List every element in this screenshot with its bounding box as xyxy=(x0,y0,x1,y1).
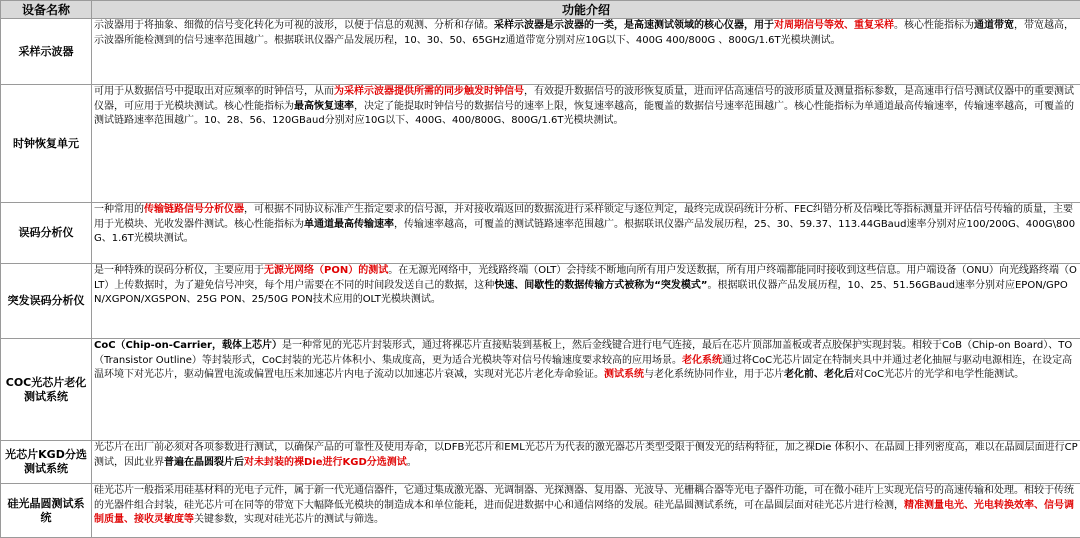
bold-text: 单通道最高传输速率 xyxy=(304,219,394,230)
highlight-text: 无源光网络（PON）的测试 xyxy=(264,265,388,276)
body-text: ，带宽越高，示波器所能检测到的信号速率范围越广。根据联讯仪器产品发展历程，10、30、50、65GHz通道带宽分别对应10G以下、400G 400/800G 、800G/1.6T光模块测试。 xyxy=(94,20,1074,46)
highlight-text: 精准测量电光、光电转换效率、信号调制质量、接收灵敏度等 xyxy=(94,500,1074,526)
bold-text: 老化前、老化后 xyxy=(784,369,854,380)
function-desc-cell xyxy=(92,264,1080,339)
body-text: 。 xyxy=(407,457,417,468)
highlight-text: 对未封装的裸Die进行KGD分选测试 xyxy=(244,457,407,468)
body-text: 关键参数，实现对硅光芯片的测试与筛选。 xyxy=(194,514,384,525)
body-text: ，决定了能提取时钟信号的数据信号的速率上限，恢复速率越高，能覆盖的数据信号速率范围越广。核心性能指标为单通道最高传输速率，传输速率越高，可覆盖的测试链路速率范围越广。10、28、56、120GBaud分别对应10G以下、400G、400/800G、800G/1.6T光模块测试。 xyxy=(94,101,1074,127)
table-row xyxy=(1,441,1080,484)
highlight-text: 测试系统 xyxy=(604,369,644,380)
body-text: 。在无源光网络中，光线路终端（OLT）会持续不断地向所有用户发送数据，所有用户终端都能同时接收到这些信息。用户端设备（ONU）向光线路终端（OLT）上传数据时，为了避免信号冲突，每个用户需要在不同的时间段发送自己的数据，这种 xyxy=(94,265,1077,291)
highlight-text: 为采样示波器提供所需的同步触发时钟信号 xyxy=(334,86,524,97)
device-name-cell: COC光芯片老化测试系统 xyxy=(1,339,92,441)
body-text: ，有效提升数据信号的波形恢复质量，进而评估高速信号的波形质量及测量指标参数，是高速串行信号测试仪器中的重要测试仪器，可应用于光模块测试。核心性能指标为 xyxy=(94,86,1074,112)
device-name-cell: 采样示波器 xyxy=(1,19,92,85)
highlight-text: 传输链路信号分析仪器 xyxy=(144,204,244,215)
body-text: 。根据联讯仪器产品发展历程，10、25、51.56GBaud速率分别对应EPON/GPON/XGPON/XGSPON、25G PON、25/50G PON技术应用的OLT光模块测试。 xyxy=(94,280,1068,306)
function-desc-cell xyxy=(92,441,1080,484)
bold-text: 通道带宽 xyxy=(974,20,1014,31)
body-text: 与老化系统协同作业，用于芯片 xyxy=(644,369,784,380)
table-row xyxy=(1,339,1080,441)
device-name-cell: 突发误码分析仪 xyxy=(1,264,92,339)
table-row xyxy=(1,264,1080,339)
body-text: 示波器用于将抽象、细微的信号变化转化为可视的波形，以便于信息的观测、分析和存储。 xyxy=(94,20,494,31)
bold-text: 快速、间歇性的数据传输方式被称为“突发模式” xyxy=(494,280,707,291)
body-text: 是一种特殊的误码分析仪，主要应用于 xyxy=(94,265,264,276)
body-text: 。核心性能指标为 xyxy=(894,20,974,31)
highlight-text: 老化系统 xyxy=(682,355,722,366)
function-desc-cell xyxy=(92,19,1080,85)
function-desc-cell xyxy=(92,339,1080,441)
table-row xyxy=(1,203,1080,264)
body-text: 硅光芯片一般指采用硅基材料的光电子元件，属于新一代光通信器件，它通过集成激光器、光调制器、光探测器、复用器、光波导、光栅耦合器等光电子器件功能，可在微小硅片上实现光信号的高速传输和处理。相较于传统的光器件组合封装，硅光芯片可在同等的带宽下大幅降低光模块的制造成本和单位能耗，进而促进数据中心和通信网络的发展。硅光晶圆测试系统，可在晶圆层面对硅光芯片进行检测， xyxy=(94,485,1074,511)
table-row xyxy=(1,484,1080,538)
function-desc-cell xyxy=(92,85,1080,203)
body-text: 可用于从数据信号中提取出对应频率的时钟信号，从而 xyxy=(94,86,334,97)
table-row xyxy=(1,19,1080,85)
body-text: ，可根据不同协议标准产生指定要求的信号源，并对接收端返回的数据流进行采样锁定与逐位判定，最终完成误码统计分析、FEC纠错分析及信噪比等指标测量并评估信号传输的质量，主要用于光模块、光收发器件测试。核心性能指标为 xyxy=(94,204,1073,230)
bold-text: CoC（Chip-on-Carrier，载体上芯片） xyxy=(94,340,282,351)
bold-text: 普遍在晶圆裂片后 xyxy=(164,457,244,468)
body-text: 光芯片在出厂前必须对各项参数进行测试，以确保产品的可靠性及使用寿命，以DFB光芯片和EML光芯片为代表的激光器芯片类型受限于侧发光的结构特征，加之裸Die 体积小、在晶圆上排列密度高，难以在晶圆层面进行CP测试，因此业界 xyxy=(94,442,1078,468)
device-name-cell: 时钟恢复单元 xyxy=(1,85,92,203)
body-text: 是一种常见的光芯片封装形式，通过将裸芯片直接贴装到基板上，然后金线键合进行电气连接，最后在芯片顶部加盖板或者点胶保护实现封装。相较于CoB（Chip-on Board）、TO（Transistor Outline）等封装形式，CoC封装的光芯片体积小、集成度高，更为适合光模块等对信号传输速度要求较高的应用场景。 xyxy=(94,340,1072,366)
body-text: ，传输速率越高，可覆盖的测试链路速率范围越广。根据联讯仪器产品发展历程，25、30、59.37、113.44GBaud速率分别对应100/200G、400G\800G、1.6T光模块测试。 xyxy=(94,219,1075,245)
header-function-intro: 功能介绍 xyxy=(92,1,1080,19)
function-desc-cell xyxy=(92,203,1080,264)
header-device-name: 设备名称 xyxy=(1,1,92,19)
device-name-cell: 硅光晶圆测试系统 xyxy=(1,484,92,538)
body-text: 一种常用的 xyxy=(94,204,144,215)
device-name-cell: 误码分析仪 xyxy=(1,203,92,264)
body-text: 通过将CoC光芯片固定在特制夹具中并通过老化抽屉与驱动电源相连，在设定高温环境下对光芯片，驱动偏置电流或偏置电压来加速芯片内电子流动以加速芯片衰减，实现对光芯片老化寿命验证。 xyxy=(94,355,1072,381)
function-desc-cell xyxy=(92,484,1080,538)
bold-text: 采样示波器是示波器的一类，是高速测试领域的核心仪器，用于 xyxy=(494,20,774,31)
table-row xyxy=(1,85,1080,203)
table-header-row xyxy=(1,1,1080,19)
body-text: 对CoC光芯片的光学和电学性能测试。 xyxy=(854,369,1024,380)
device-name-cell: 光芯片KGD分选测试系统 xyxy=(1,441,92,484)
highlight-text: 对周期信号等效、重复采样 xyxy=(774,20,894,31)
bold-text: 最高恢复速率 xyxy=(294,101,354,112)
